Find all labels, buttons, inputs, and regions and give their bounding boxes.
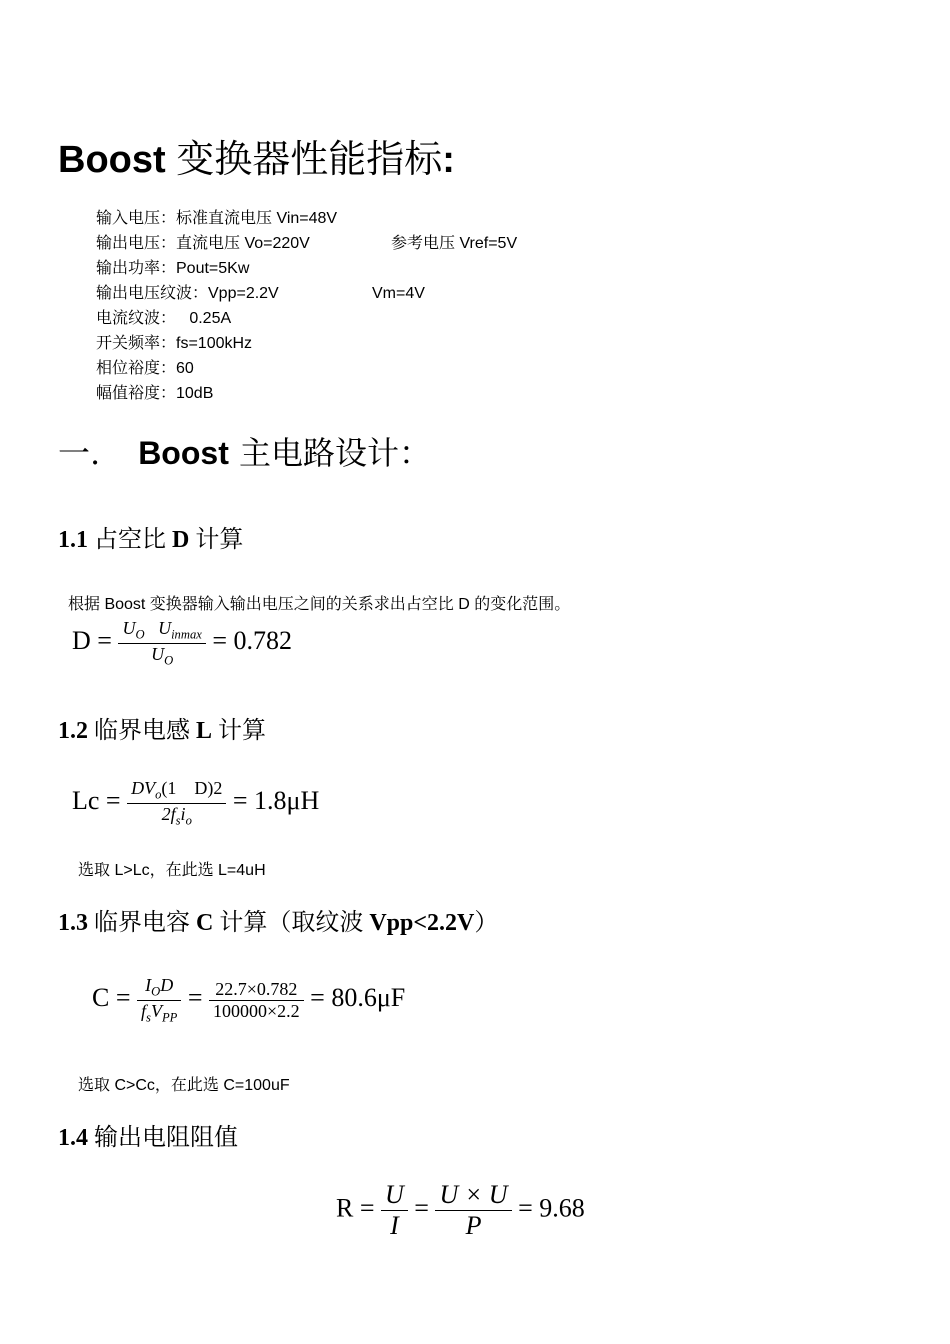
subsection-text: 输出电阻阻值 [88,1125,238,1151]
fraction [127,778,226,828]
sub: o [155,787,162,802]
resistance-formula [336,1180,585,1241]
spec-text: 电流纹波： 0.25A [96,310,232,327]
var: U [151,643,165,664]
var: U [385,1180,404,1209]
fraction-numerator [435,1180,511,1210]
sub: O [164,653,174,668]
section-number: 一. [58,434,101,472]
fraction-denominator [118,643,205,669]
var: U × U [439,1180,508,1209]
subsection-heading-1-3 [58,902,498,937]
fraction-numerator [118,618,205,643]
spec-extra: 参考电压 Vref=5V [391,235,518,252]
subsection-text: 计算 [189,527,244,553]
subsection-text: 临界电感 [88,718,196,744]
title-cjk: 变换器性能指标 [176,137,443,181]
spec-line [96,356,337,381]
subsection-text: 计算 [212,718,267,744]
sub: O [135,627,145,642]
subsection-heading-1-2 [58,710,266,745]
fraction-denominator [435,1210,511,1241]
fraction-denominator [137,1000,181,1026]
sub: s [175,813,181,828]
fraction-numerator: 22.7×0.782 [215,978,298,999]
duty-cycle-formula [72,618,292,668]
formula-rhs: = 80.6μF [310,983,406,1013]
document-title [58,128,455,183]
subsection-var: C [196,910,214,936]
title-colon: : [442,139,455,181]
spec-line [96,381,337,406]
var: I [145,975,152,995]
subsection-bold: Vpp<2.2V [369,910,475,936]
var: f [141,1000,147,1021]
subsection-heading-1-4 [58,1117,238,1152]
spec-text: 相位裕度：60 [96,360,194,377]
sub: inmax [171,627,202,642]
spec-line [96,306,337,331]
capacitance-formula [92,975,405,1025]
spec-text: 输出电压纹波：Vpp=2.2V [96,285,279,302]
var: I [390,1211,399,1240]
equals: = [187,983,203,1013]
fraction-numerator [137,975,181,1000]
formula-rhs: = 1.8μH [232,786,320,816]
fraction [209,979,304,1022]
var: P [465,1211,482,1240]
formula-lhs: Lc = [72,786,121,816]
fraction [137,975,181,1025]
sub: PP [161,1010,178,1025]
formula-lhs: C = [92,983,131,1013]
fraction-denominator [381,1210,408,1241]
equals: = [414,1193,429,1223]
formula-lhs: R = [336,1193,375,1223]
subsection-number: 1.3 [58,910,88,936]
inductance-formula [72,778,319,828]
spec-text: 开关频率：fs=100kHz [96,335,253,352]
var: DV [131,778,156,798]
fraction-numerator [127,778,226,803]
subsection-heading-1-1 [58,519,243,554]
var: 2f [161,803,176,824]
spec-extra: Vm=4V [372,285,425,302]
spec-text: 输出电压：直流电压 Vo=220V [96,235,310,252]
section-bold: Boost [138,435,229,471]
fraction-numerator [381,1180,408,1210]
subsection-var: L [196,718,213,744]
sub: o [185,813,192,828]
sub: s [146,1010,151,1025]
formula-lhs: D = [72,626,112,656]
var: U [122,618,136,638]
var: i [180,803,186,824]
section-title: 主电路设计： [228,434,432,472]
var: U [158,618,172,638]
duty-cycle-description: 根据 Boost 变换器输入输出电压之间的关系求出占空比 D 的变化范围。 [68,596,571,613]
var: V [150,1000,162,1021]
spec-text: 幅值裕度：10dB [96,385,214,402]
capacitor-selection-note: 选取 C>Cc，在此选 C=100uF [78,1077,290,1094]
fraction-denominator: 100000×2.2 [209,1000,304,1022]
sub: O [151,984,161,999]
var: D [160,975,174,995]
spec-line [96,256,337,281]
subsection-text: 占空比 [88,527,172,553]
subsection-text: ） [474,910,499,936]
spec-line [96,331,337,356]
fraction [381,1180,408,1241]
numerator-tail: (1 D)2 [161,778,223,798]
fraction [118,618,205,668]
spec-list [96,206,518,406]
subsection-number: 1.4 [58,1125,88,1151]
subsection-text: 临界电容 [88,910,196,936]
spec-text: 输入电压：标准直流电压 Vin=48V [96,210,338,227]
inductor-selection-note: 选取 L>Lc，在此选 L=4uH [78,862,266,879]
formula-rhs: = 9.68 [518,1193,585,1223]
spec-line [96,281,425,306]
subsection-var: D [172,527,190,553]
subsection-text: 计算（取纹波 [213,910,370,936]
fraction-denominator [127,803,226,829]
formula-rhs: = 0.782 [212,626,293,656]
subsection-number: 1.1 [58,527,88,553]
subsection-number: 1.2 [58,718,88,744]
fraction [435,1180,511,1241]
spec-line [96,206,337,231]
section-heading [58,428,431,474]
spec-text: 输出功率：Pout=5Kw [96,260,250,277]
title-latin: Boost [58,139,177,181]
spec-line [96,231,518,256]
